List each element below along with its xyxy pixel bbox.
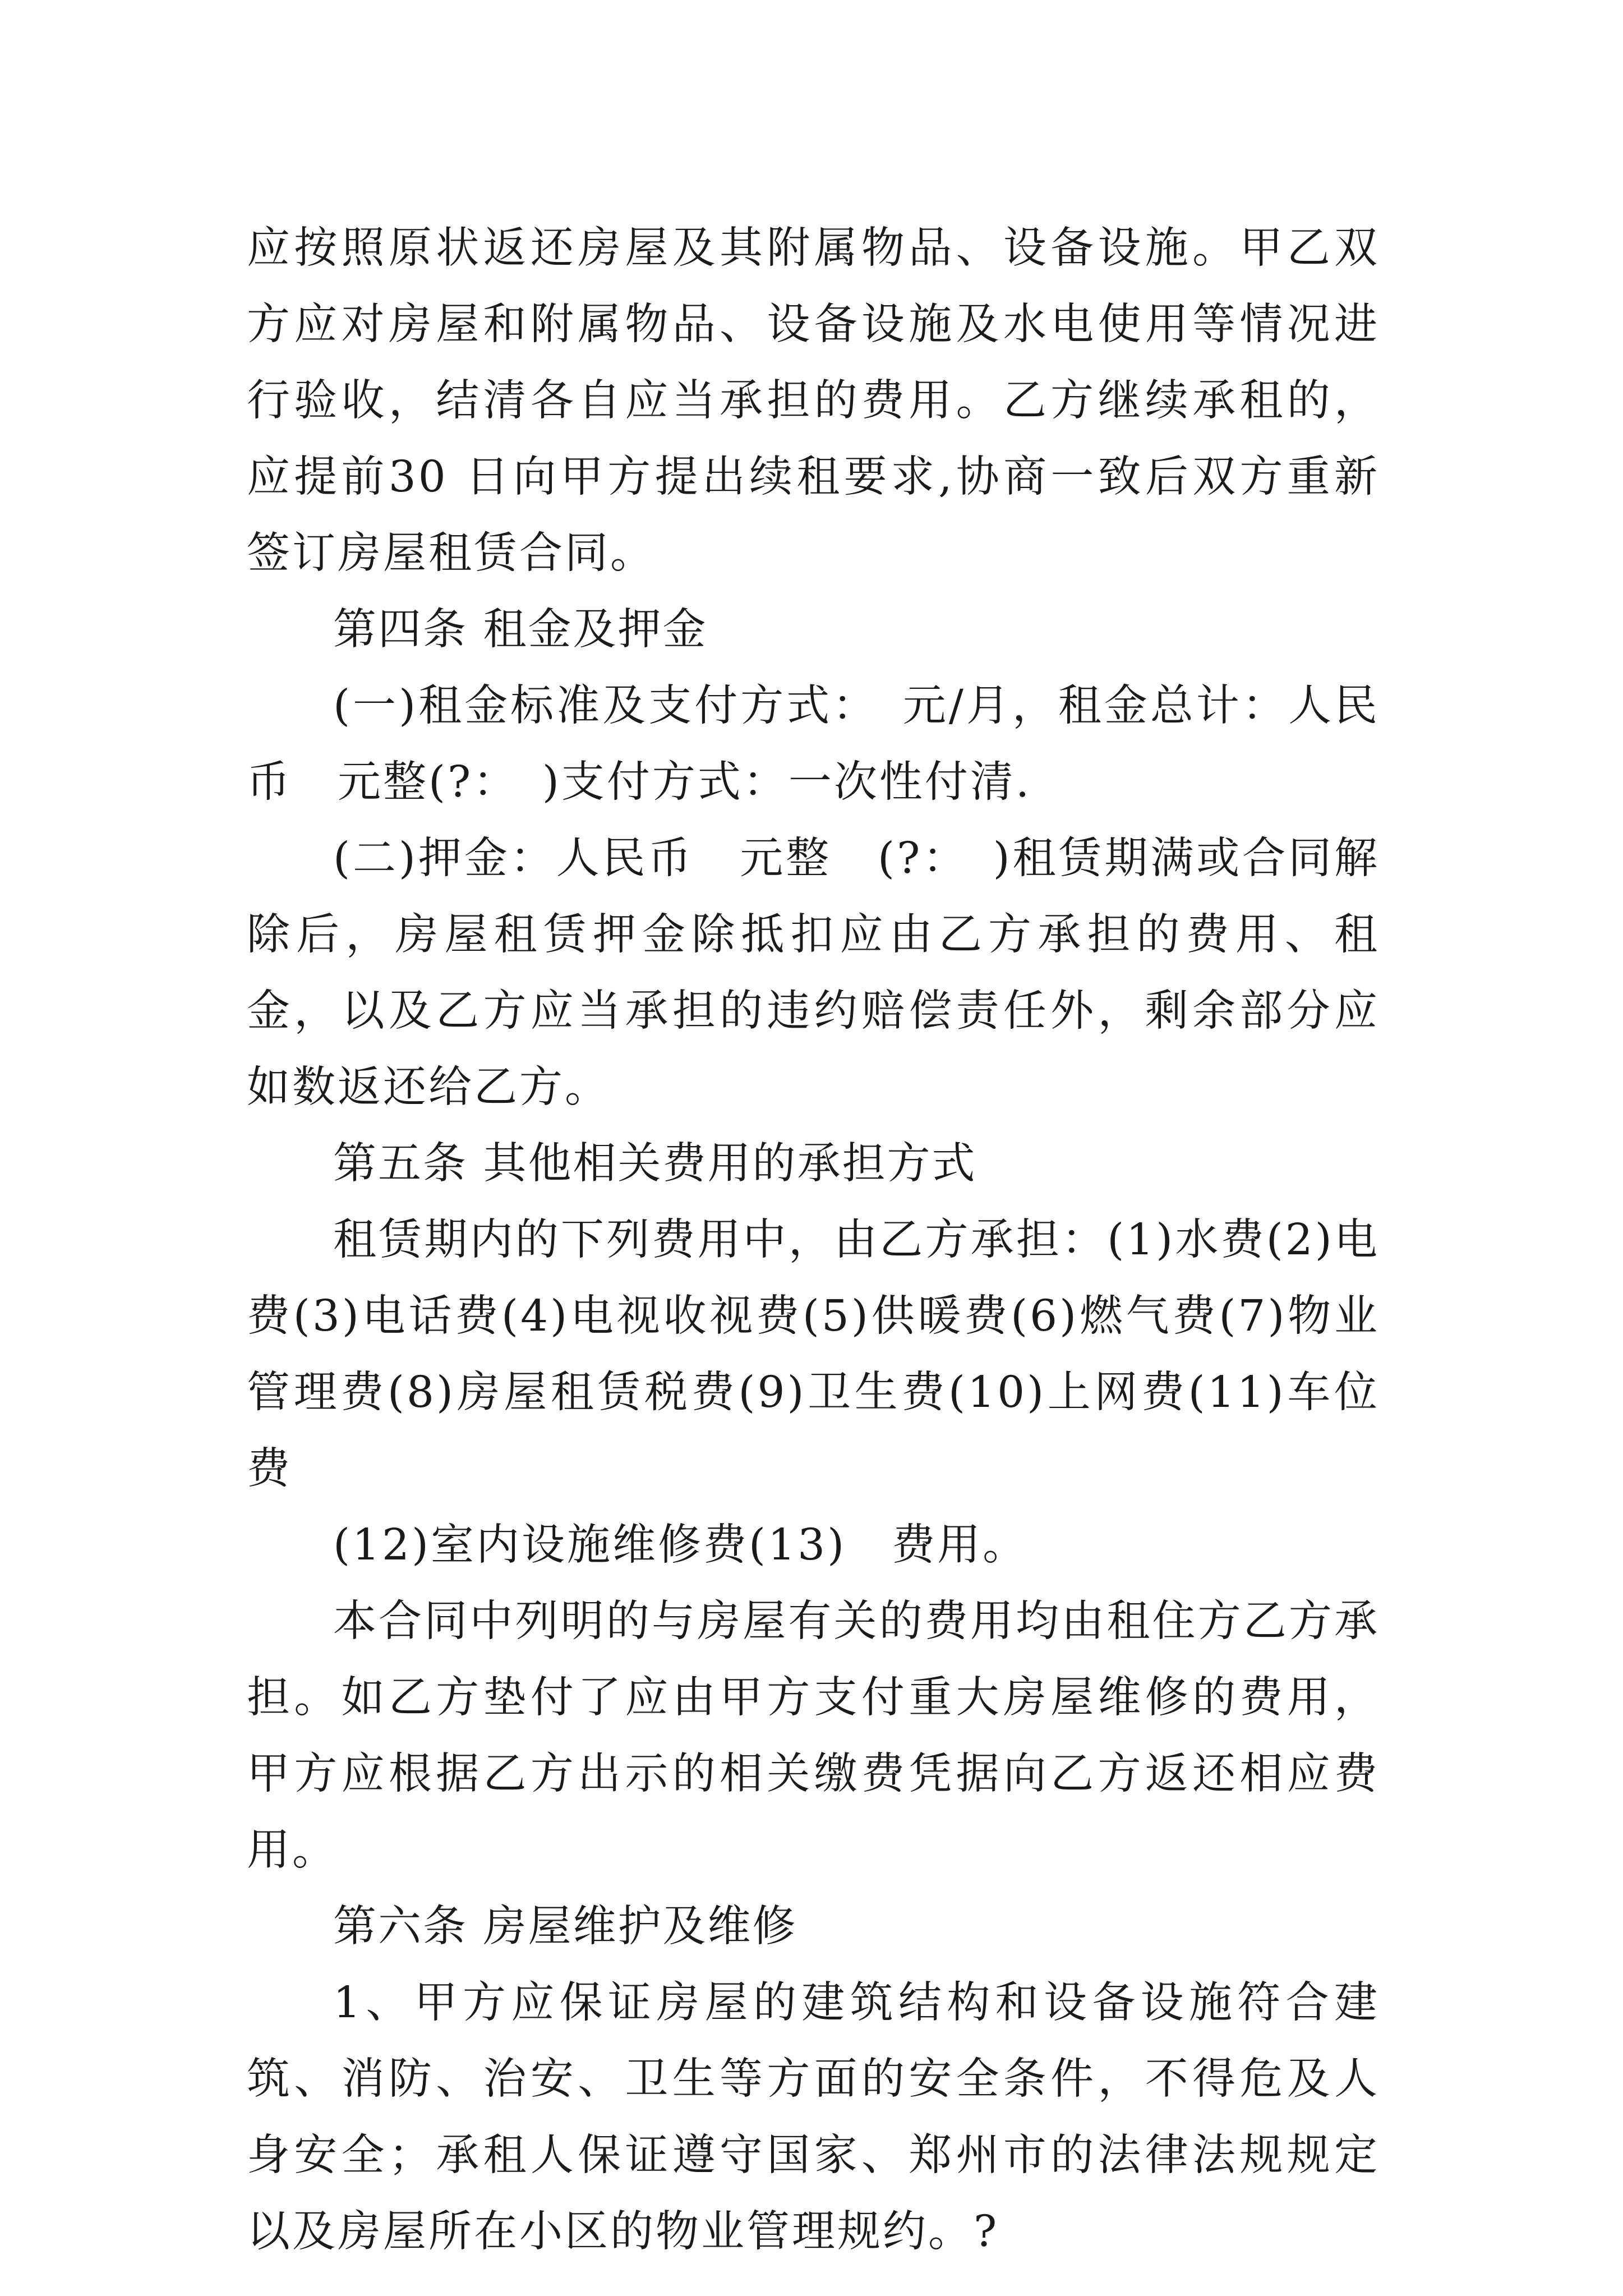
document-body	[247, 210, 1380, 2270]
paragraph-fee-list: 租赁期内的下列费用中，由乙方承担：(1)水费(2)电费(3)电话费(4)电视收视费(5)供暖费(6)燃气费(7)物业管理费(8)房屋租赁税费(9)卫生费(10)上网费(11)车位费	[247, 1215, 1380, 1494]
heading-article-6: 第六条 房屋维护及维修	[333, 1902, 797, 1952]
heading-article-5: 第五条 其他相关费用的承担方式	[333, 1139, 977, 1189]
paragraph-rent-standard: (一)租金标准及支付方式： 元/月，租金总计：人民币 元整(?： )支付方式：一次性付清.	[247, 681, 1380, 807]
paragraph-fee-responsibility: 本合同中列明的与房屋有关的费用均由租住方乙方承担。如乙方垫付了应由甲方支付重大房屋维修的费用，甲方应根据乙方出示的相关缴费凭据向乙方返还相应费用。	[247, 1596, 1380, 1875]
paragraph-deposit: (二)押金：人民币 元整 (?： )租赁期满或合同解除后，房屋租赁押金除抵扣应由乙方承担的费用、租金，以及乙方应当承担的违约赔偿责任外，剩余部分应如数返还给乙方。	[247, 834, 1380, 1112]
heading-article-4: 第四条 租金及押金	[333, 605, 708, 655]
paragraph-fee-list-continued: (12)室内设施维修费(13) 费用。	[333, 1520, 1029, 1570]
paragraph-return-house: 应按照原状返还房屋及其附属物品、设备设施。甲乙双方应对房屋和附属物品、设备设施及水电使用等情况进行验收，结清各自应当承担的费用。乙方继续承租的，应提前30 日向甲方提出续租要求,协商一致后双方重新签订房屋租赁合同。	[247, 223, 1380, 578]
paragraph-maintenance-1: 1、甲方应保证房屋的建筑结构和设备设施符合建筑、消防、治安、卫生等方面的安全条件，不得危及人身安全；承租人保证遵守国家、郑州市的法律法规规定以及房屋所在小区的物业管理规约。?	[247, 1978, 1380, 2257]
